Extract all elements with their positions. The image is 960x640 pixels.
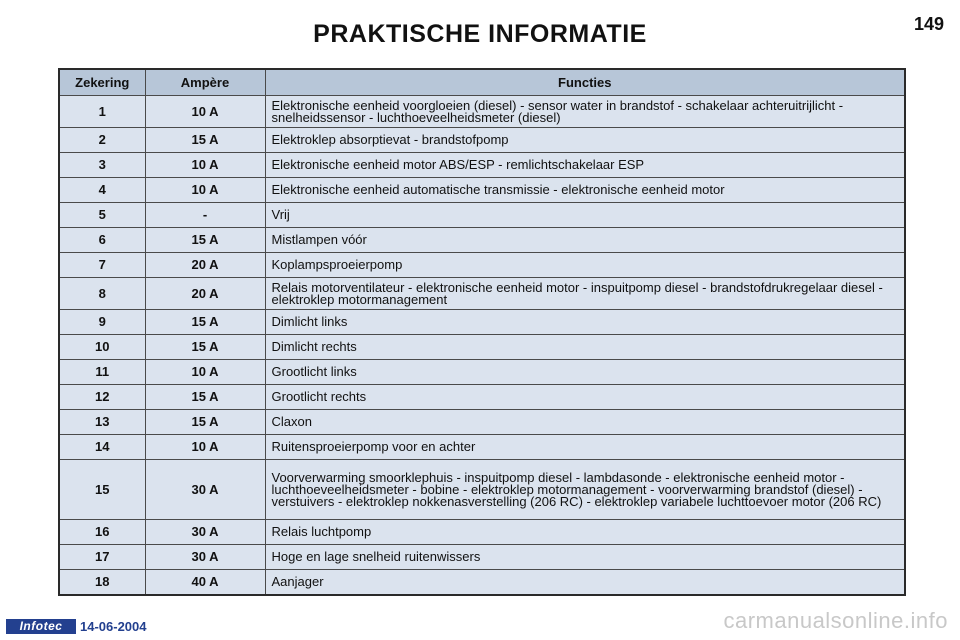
table-row [59,253,905,278]
amperage-cell: 15 A [145,385,265,410]
table-row [59,278,905,310]
function-cell: Elektronische eenheid motor ABS/ESP - remlichtschakelaar ESP [265,153,905,178]
amperage-cell: 10 A [145,153,265,178]
function-cell: Ruitensproeierpomp voor en achter [265,435,905,460]
amperage-cell: 15 A [145,335,265,360]
table-row [59,203,905,228]
function-cell: Hoge en lage snelheid ruitenwissers [265,545,905,570]
amperage-cell: 30 A [145,520,265,545]
page-title: PRAKTISCHE INFORMATIE [313,20,647,48]
fuse-number-cell: 12 [59,385,145,410]
function-cell: Elektronische eenheid voorgloeien (diesel) - sensor water in brandstof - schakelaar achteruitrijlicht - snelheidssensor - luchthoeveelheidsmeter (diesel) [265,96,905,128]
amperage-cell: 15 A [145,410,265,435]
fuse-number-cell: 2 [59,128,145,153]
table-row [59,435,905,460]
table-row [59,96,905,128]
function-cell: Relais luchtpomp [265,520,905,545]
column-header-amp: Ampère [145,69,265,96]
table-row [59,570,905,595]
fuse-number-cell: 7 [59,253,145,278]
fuse-number-cell: 5 [59,203,145,228]
function-cell: Aanjager [265,570,905,595]
table-row [59,153,905,178]
amperage-cell: 10 A [145,360,265,385]
table-row [59,128,905,153]
fuse-number-cell: 13 [59,410,145,435]
column-header-fuse: Zekering [59,69,145,96]
function-cell: Relais motorventilateur - elektronische eenheid motor - inspuitpomp diesel - brandstofdrukregelaar diesel - elektroklep motormanagement [265,278,905,310]
fuse-number-cell: 9 [59,310,145,335]
column-header-functions: Functies [265,69,905,96]
amperage-cell: 10 A [145,435,265,460]
amperage-cell: 30 A [145,545,265,570]
function-cell: Dimlicht rechts [265,335,905,360]
fuse-table-header [59,69,905,96]
function-cell: Grootlicht rechts [265,385,905,410]
fuse-number-cell: 15 [59,460,145,520]
fuse-number-cell: 8 [59,278,145,310]
function-cell: Koplampsproeierpomp [265,253,905,278]
fuse-number-cell: 11 [59,360,145,385]
fuse-table-body [59,96,905,595]
fuse-number-cell: 4 [59,178,145,203]
table-row [59,460,905,520]
amperage-cell: 15 A [145,310,265,335]
amperage-cell: 30 A [145,460,265,520]
amperage-cell: - [145,203,265,228]
table-row [59,410,905,435]
amperage-cell: 10 A [145,96,265,128]
table-row [59,178,905,203]
watermark: carmanualsonline.info [723,608,948,633]
table-row [59,385,905,410]
function-cell: Dimlicht links [265,310,905,335]
function-cell: Voorverwarming smoorklephuis - inspuitpomp diesel - lambdasonde - elektronische eenheid motor - luchthoeveelheidsmeter - bobine - elektroklep motormanagement - voorverwarming brandstof (diesel) - verstuivers - elektroklep nokkenasverstelling (206 RC) - elektroklep variabele luchttoevoer motor (206 RC) [265,460,905,520]
amperage-cell: 15 A [145,128,265,153]
fuse-number-cell: 18 [59,570,145,595]
fuse-number-cell: 3 [59,153,145,178]
fuse-table [58,68,906,596]
table-row [59,360,905,385]
amperage-cell: 15 A [145,228,265,253]
table-row [59,520,905,545]
function-cell: Grootlicht links [265,360,905,385]
footer-date: 14-06-2004 [80,619,147,634]
fuse-number-cell: 14 [59,435,145,460]
table-row [59,545,905,570]
table-row [59,310,905,335]
table-row [59,228,905,253]
page-number: 149 [913,14,944,34]
amperage-cell: 20 A [145,278,265,310]
fuse-number-cell: 17 [59,545,145,570]
fuse-number-cell: 6 [59,228,145,253]
amperage-cell: 10 A [145,178,265,203]
function-cell: Mistlampen vóór [265,228,905,253]
fuse-number-cell: 10 [59,335,145,360]
amperage-cell: 20 A [145,253,265,278]
table-row [59,335,905,360]
fuse-number-cell: 16 [59,520,145,545]
function-cell: Claxon [265,410,905,435]
fuse-number-cell: 1 [59,96,145,128]
infotec-logo: Infotec [6,619,76,634]
amperage-cell: 40 A [145,570,265,595]
function-cell: Vrij [265,203,905,228]
function-cell: Elektroklep absorptievat - brandstofpomp [265,128,905,153]
function-cell: Elektronische eenheid automatische transmissie - elektronische eenheid motor [265,178,905,203]
